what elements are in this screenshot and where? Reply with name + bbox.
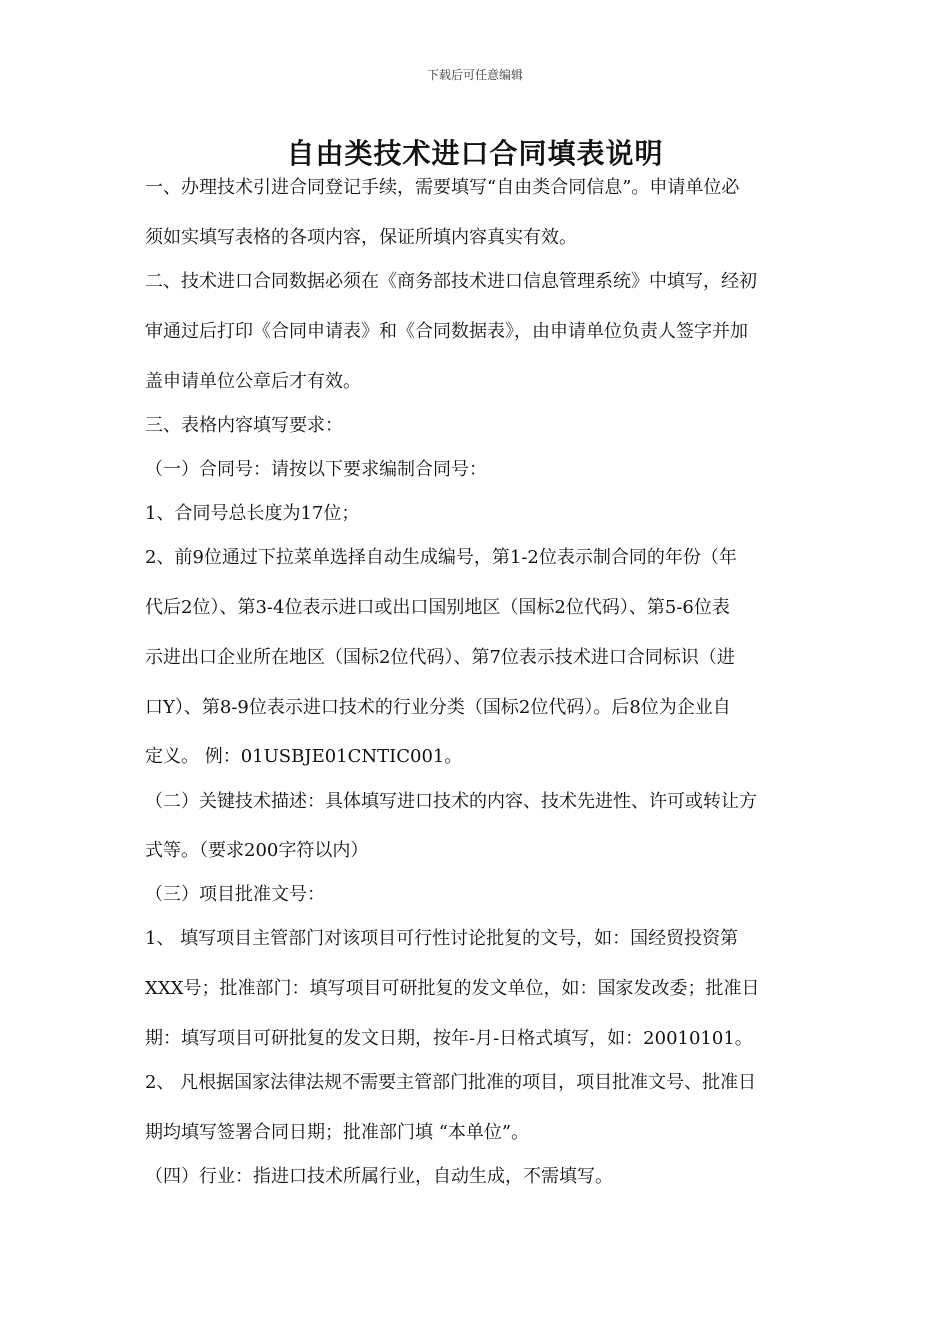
paragraph-line: 式等。（要求200字符以内） (145, 840, 369, 861)
paragraph-line: 定义。 例：01USBJE01CNTIC001。 (145, 746, 463, 767)
paragraph-line: XXX号；批准部门：填写项目可研批复的发文单位，如：国家发改委；批准日 (145, 978, 760, 999)
paragraph-line: 盖申请单位公章后才有效。 (145, 371, 361, 392)
paragraph-line: 须如实填写表格的各项内容，保证所填内容真实有效。 (145, 227, 577, 248)
paragraph-line: 2、 凡根据国家法律法规不需要主管部门批准的项目，项目批准文号、批准日 (145, 1072, 757, 1093)
header-note: 下载后可任意编辑 (426, 68, 523, 82)
paragraph-line: 2、前9位通过下拉菜单选择自动生成编号，第1-2位表示制合同的年份（年 (145, 547, 737, 568)
paragraph-line: 期均填写签署合同日期；批准部门填 “本单位”。 (145, 1122, 530, 1143)
paragraph-line: 审通过后打印《合同申请表》和《合同数据表》，由申请单位负责人签字并加 (145, 321, 748, 342)
paragraph-line: （二）关键技术描述：具体填写进口技术的内容、技术先进性、许可或转让方 (145, 791, 757, 812)
paragraph-line: 二、技术进口合同数据必须在《商务部技术进口信息管理系统》中填写，经初 (145, 271, 757, 292)
paragraph-line: （三）项目批准文号： (145, 884, 325, 905)
paragraph-line: 1、 填写项目主管部门对该项目可行性讨论批复的文号，如：国经贸投资第 (145, 928, 739, 949)
paragraph-line: 1、合同号总长度为17位； (145, 503, 360, 524)
document-title: 自由类技术进口合同填表说明 (286, 137, 664, 170)
paragraph-line: 期：填写项目可研批复的发文日期，按年-月-日格式填写，如：20010101。 (145, 1028, 753, 1049)
paragraph-line: （一）合同号：请按以下要求编制合同号： (145, 459, 487, 480)
paragraph-line: （四）行业：指进口技术所属行业，自动生成，不需填写。 (145, 1166, 613, 1187)
paragraph-line: 三、表格内容填写要求： (145, 415, 343, 436)
paragraph-line: 示进出口企业所在地区（国标2位代码）、第7位表示技术进口合同标识（进 (145, 647, 735, 668)
paragraph-line: 代后2位）、第3-4位表示进口或出口国别地区（国标2位代码）、第5-6位表 (145, 597, 730, 618)
paragraph-line: 口Y）、第8-9位表示进口技术的行业分类（国标2位代码）。后8位为企业自 (145, 697, 731, 718)
paragraph-line: 一、办理技术引进合同登记手续，需要填写“自由类合同信息”。申请单位必 (145, 177, 740, 198)
